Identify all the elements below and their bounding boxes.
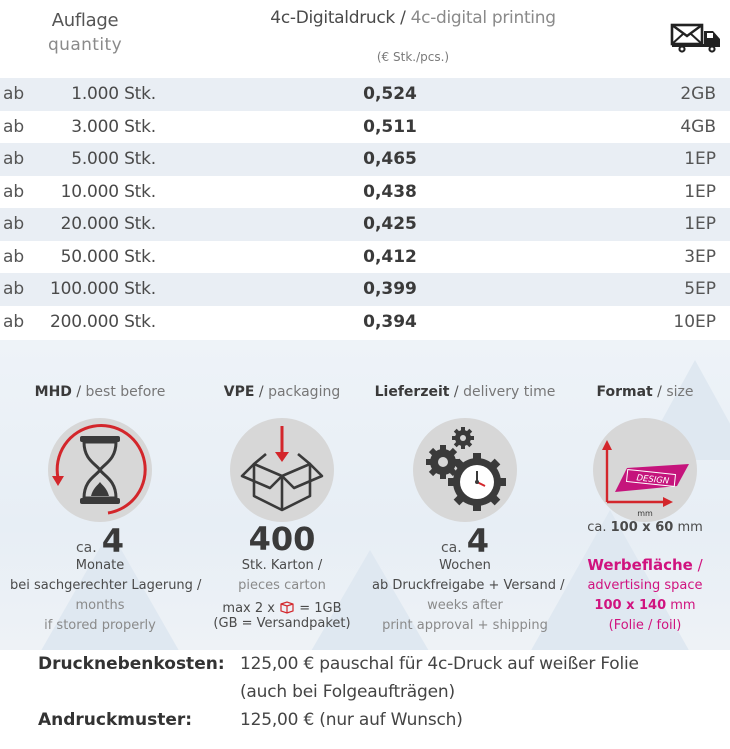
table-row	[0, 176, 730, 209]
table-row	[0, 111, 730, 144]
row-price: 0,399	[363, 279, 417, 299]
delivery-condition-en: print approval + shipping	[382, 618, 548, 633]
small-box-icon	[279, 600, 295, 614]
row-price: 0,524	[363, 84, 417, 104]
best-before-title-en: best before	[85, 384, 166, 400]
table-row	[0, 143, 730, 176]
delivery-value-block	[372, 522, 558, 560]
row-prefix: ab	[3, 311, 25, 332]
row-quantity: 20.000 Stk.	[60, 214, 156, 234]
row-shipping: 4GB	[680, 116, 716, 137]
row-prefix: ab	[3, 84, 25, 104]
quantity-header-en: quantity	[47, 35, 123, 55]
packaging-unit-en: pieces carton	[238, 578, 326, 593]
delivery-title-de: Lieferzeit	[374, 384, 450, 400]
best-before-value-block	[10, 522, 190, 560]
additional-costs	[0, 650, 730, 749]
delivery-unit: Wochen	[439, 558, 491, 573]
row-prefix: ab	[3, 246, 25, 267]
row-price: 0,511	[363, 116, 417, 137]
advertising-area-unit: mm	[670, 598, 696, 613]
table-row	[0, 273, 730, 306]
print-costs-label: Drucknebenkosten:	[38, 654, 225, 674]
format-size-value: 100 x 60	[610, 520, 674, 535]
price-header	[238, 8, 588, 28]
format-title-de: Format	[596, 384, 653, 400]
quantity-header	[30, 10, 140, 55]
row-quantity: 5.000 Stk.	[71, 149, 156, 169]
row-shipping: 5EP	[684, 279, 716, 299]
row-quantity: 10.000 Stk.	[60, 181, 156, 202]
best-before-unit-en: months	[75, 598, 125, 613]
price-unit: (€ Stk./pcs.)	[376, 50, 450, 64]
packaging-value: 400	[248, 520, 316, 558]
row-prefix: ab	[3, 149, 25, 169]
advertising-area-title	[560, 556, 730, 574]
row-quantity: 1.000 Stk.	[71, 84, 156, 104]
row-price: 0,438	[363, 181, 417, 202]
format-icon-unit: mm	[637, 509, 653, 518]
print-costs-text: 125,00 € pauschal für 4c-Druck auf weißer Folie	[240, 654, 639, 674]
row-price: 0,394	[363, 311, 417, 332]
print-costs-note: (auch bei Folgeaufträgen)	[240, 682, 455, 702]
packaging-max-line	[192, 600, 372, 616]
best-before-value: 4	[101, 522, 125, 560]
row-prefix: ab	[3, 116, 25, 137]
row-quantity: 50.000 Stk.	[60, 246, 156, 267]
row-shipping: 3EP	[684, 246, 716, 267]
row-quantity: 3.000 Stk.	[71, 116, 156, 137]
row-prefix: ab	[3, 214, 25, 234]
quantity-header-de: Auflage	[51, 10, 119, 31]
advertising-area-size	[560, 598, 730, 613]
packaging-max-result: = 1GB	[299, 601, 342, 616]
truck-mail-icon	[670, 20, 722, 54]
row-shipping: 1EP	[684, 181, 716, 202]
price-header-en: 4c-digital printing	[410, 8, 556, 28]
table-row	[0, 208, 730, 241]
format-size	[560, 520, 730, 535]
row-price: 0,412	[363, 246, 417, 267]
row-prefix: ab	[3, 181, 25, 202]
format-ruler-icon	[593, 418, 697, 522]
price-header-de: 4c-Digitaldruck	[270, 8, 395, 28]
advertising-area-note: (Folie / foil)	[608, 618, 682, 633]
packaging-title-de: VPE	[223, 384, 255, 400]
best-before-condition-en: if stored properly	[44, 618, 156, 633]
row-shipping: 1EP	[684, 149, 716, 169]
proof-text: 125,00 € (nur auf Wunsch)	[240, 710, 463, 730]
price-header-separator: /	[394, 8, 411, 28]
gears-clock-icon	[413, 418, 517, 522]
packaging-value-block	[192, 520, 372, 558]
best-before-unit: Monate	[75, 558, 125, 573]
row-price: 0,465	[363, 149, 417, 169]
row-price: 0,425	[363, 214, 417, 234]
format-icon-label: DESIGN	[635, 473, 670, 487]
best-before-ca: ca.	[75, 540, 97, 556]
advertising-area-de: Werbefläche	[587, 556, 693, 574]
row-shipping: 2GB	[680, 84, 716, 104]
delivery-title: Lieferzeit / delivery time	[374, 384, 556, 400]
row-quantity: 200.000 Stk.	[49, 311, 156, 332]
advertising-area-separator: /	[692, 556, 703, 574]
product-info-panel	[0, 340, 730, 650]
advertising-area-value: 100 x 140	[594, 598, 667, 613]
format-title: Format / size	[596, 384, 694, 400]
best-before-title-de: MHD	[34, 384, 72, 400]
row-shipping: 10EP	[673, 311, 716, 332]
packaging-max: max 2 x	[222, 601, 275, 616]
best-before-title: MHD / best before	[34, 384, 166, 400]
delivery-ca: ca.	[440, 540, 462, 556]
best-before-condition-de: bei sachgerechter Lagerung /	[10, 578, 202, 593]
delivery-value: 4	[466, 522, 490, 560]
row-prefix: ab	[3, 279, 25, 299]
box-icon	[230, 418, 334, 522]
price-table	[0, 78, 730, 338]
table-row	[0, 306, 730, 339]
delivery-condition-de: ab Druckfreigabe + Versand /	[372, 578, 565, 593]
packaging-note: (GB = Versandpaket)	[213, 616, 351, 631]
table-row	[0, 241, 730, 274]
packaging-title: VPE / packaging	[223, 384, 341, 400]
packaging-title-en: packaging	[268, 384, 341, 400]
proof-label: Andruckmuster:	[38, 710, 193, 730]
hourglass-icon	[48, 418, 152, 522]
delivery-title-en: delivery time	[463, 384, 556, 400]
table-header	[0, 0, 730, 76]
format-size-unit: mm	[677, 520, 703, 535]
delivery-unit-en: weeks after	[427, 598, 503, 613]
packaging-unit-de: Stk. Karton /	[241, 558, 323, 573]
format-size-prefix: ca.	[587, 520, 607, 535]
table-row	[0, 78, 730, 111]
format-title-en: size	[666, 384, 694, 400]
advertising-area-en: advertising space	[587, 578, 703, 593]
row-quantity: 100.000 Stk.	[49, 279, 156, 299]
row-shipping: 1EP	[684, 214, 716, 234]
